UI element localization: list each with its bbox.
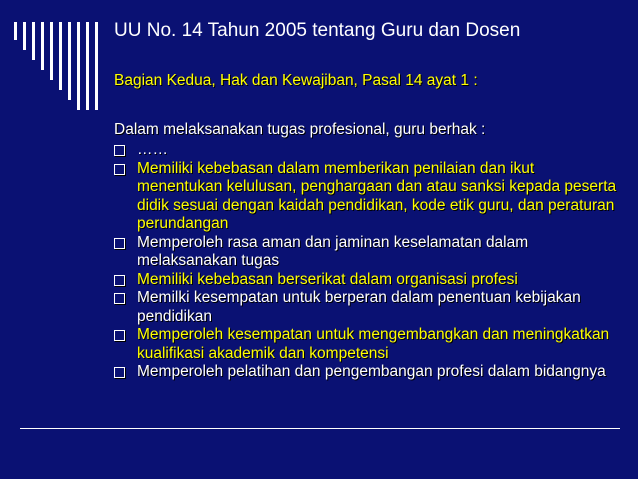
intro-text: Dalam melaksanakan tugas profesional, guru berhak : xyxy=(114,121,486,138)
square-bullet-icon xyxy=(114,238,125,249)
list-item-text: Memiliki kebebasan dalam memberikan penilaian dan ikut menentukan kelulusan, penghargaan dan atau sanksi kepada peserta didik sesuai dengan kaidah pendidikan, kode etik guru, dan peraturan perundangan xyxy=(137,159,617,232)
list-item-text: Memperoleh kesempatan untuk mengembangkan dan meningkatkan kualifikasi akademik dan kompetensi xyxy=(137,326,610,362)
footer-divider xyxy=(20,428,620,429)
list-item xyxy=(114,160,619,234)
slide-subtitle: Bagian Kedua, Hak dan Kewajiban, Pasal 14 ayat 1 : xyxy=(114,72,478,89)
list-item xyxy=(114,271,619,290)
list-item-text: Memilki kesempatan untuk berperan dalam penentuan kebijakan pendidikan xyxy=(137,289,581,325)
decorative-stripes xyxy=(0,0,103,110)
list-item xyxy=(114,234,619,271)
rights-list xyxy=(114,141,619,382)
list-item xyxy=(114,326,619,363)
stripes-graphic xyxy=(0,0,103,110)
list-item xyxy=(114,289,619,326)
square-bullet-icon xyxy=(114,164,125,175)
list-item xyxy=(114,141,619,160)
list-item-text: Memperoleh rasa aman dan jaminan keselamatan dalam melaksanakan tugas xyxy=(137,233,529,269)
square-bullet-icon xyxy=(114,293,125,304)
list-item-text: …… xyxy=(137,141,168,158)
list-item xyxy=(114,363,619,382)
square-bullet-icon xyxy=(114,330,125,341)
square-bullet-icon xyxy=(114,367,125,378)
square-bullet-icon xyxy=(114,275,125,286)
square-bullet-icon xyxy=(114,145,125,156)
slide-title: UU No. 14 Tahun 2005 tentang Guru dan Dosen xyxy=(114,20,521,41)
list-item-text: Memiliki kebebasan berserikat dalam organisasi profesi xyxy=(137,270,518,288)
list-item-text: Memperoleh pelatihan dan pengembangan profesi dalam bidangnya xyxy=(137,363,606,380)
